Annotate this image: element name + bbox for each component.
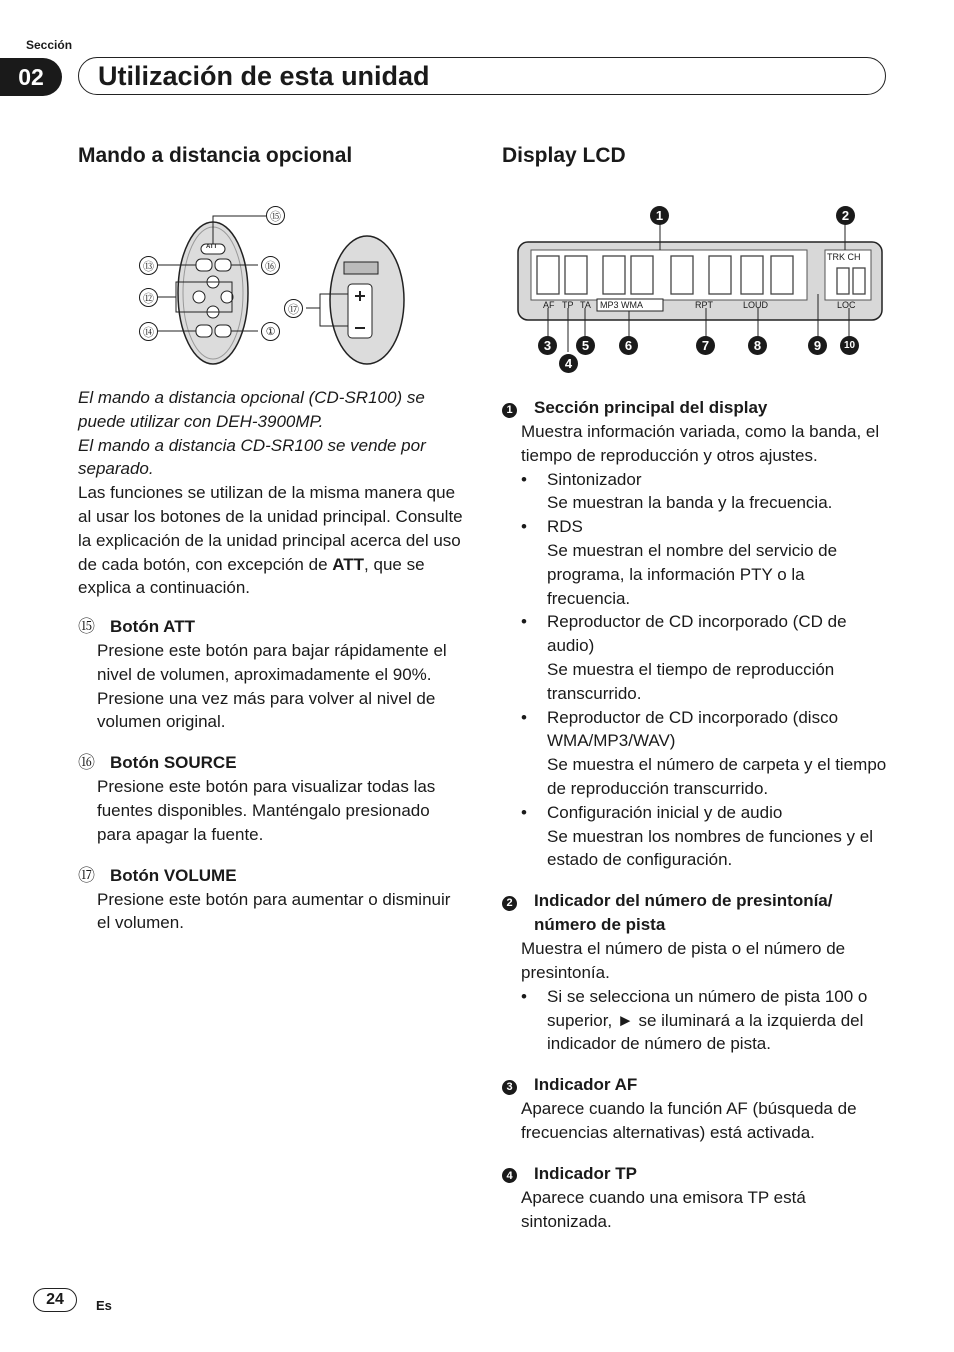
bullet-title: RDS [547,517,583,537]
bullet-dot: • [521,469,527,489]
item-heading [502,1162,890,1186]
remote-heading: Mando a distancia opcional [78,144,353,167]
lcd-items [502,396,890,1250]
lcd-illustration [515,204,885,376]
lcd-loud-label: LOUD [743,300,769,310]
lcd-item [502,1162,890,1234]
bullet-item [502,468,890,492]
callout-17: ⑰ [284,299,303,318]
lcd-mp3wma-label: MP3 WMA [600,300,644,310]
lcd-tp-label: TP [562,300,574,310]
lcd-callout-6: 6 [619,336,638,355]
remote-item [78,864,468,936]
item-heading [502,889,890,937]
item-title: Indicador del número de presintonía/ número de pista [534,891,833,935]
item-number [502,1073,534,1097]
bullet-dot: • [521,517,527,537]
bullet-title: Reproductor de CD incorporado (CD de audio) [547,612,847,656]
bullet-item [502,985,890,1056]
item-title: Botón SOURCE [110,753,237,773]
lcd-callout-10: 10 [840,336,859,355]
callout-13: ⑬ [139,256,158,275]
bullet-desc: Se muestran los nombres de funciones y el estado de configuración. [547,826,874,870]
remote-drawing [136,200,456,375]
remote-items [78,615,468,952]
lcd-trkch-label: TRK CH [827,252,861,262]
lcd-rpt-label: RPT [695,300,713,310]
lcd-loc-label: LOC [837,300,856,310]
lcd-callout-7: 7 [696,336,715,355]
lcd-ta-label: TA [580,300,591,310]
item-body: Presione este botón para visualizar todas las fuentes disponibles. Manténgalo presionado para apagar la fuente. [97,777,436,844]
intro-paragraph [78,481,468,600]
bullet-title: Configuración inicial y de audio [547,802,783,822]
item-body: Presione este botón para aumentar o disminuir el volumen. [97,889,451,933]
bullet-dot: • [521,986,527,1006]
item-body: Muestra información variada, como la banda, el tiempo de reproducción y otros ajustes. [521,422,880,465]
lcd-heading: Display LCD [502,144,626,167]
item-title: Sección principal del display [534,398,768,417]
page-title: Utilización de esta unidad [98,61,430,91]
remote-intro [78,386,468,600]
item-heading [502,1073,890,1097]
bullet-desc: Se muestran la banda y la frecuencia. [547,493,833,513]
callout-14: ⑭ [139,322,158,341]
item-heading [78,864,468,888]
remote-illustration [136,200,456,375]
bullet-title: Sintonizador [547,469,642,489]
item-number [502,889,534,937]
lcd-callout-2: 2 [836,206,855,225]
bullet-title: Si se selecciona un número de pista 100 o superior, ► se iluminará a la izquierda del indicador de número de pista. [547,986,868,1054]
item-number: ⑰ [78,865,95,885]
item-heading [502,396,890,420]
item-title: Botón VOLUME [110,865,237,885]
lcd-item [502,1073,890,1145]
lcd-callout-9: 9 [808,336,827,355]
intro-text-1: Las funciones se utilizan de la misma manera que al usar los botones de la unidad principal. Consulte la explicación de la unidad principal acerca del uso de cada botón, con excepción de [78,483,463,574]
item-body: Muestra el número de pista o el número de presintonía. [521,939,846,982]
item-title: Indicador AF [534,1075,638,1095]
item-body: Aparece cuando una emisora TP está sintonizada. [521,1187,806,1231]
bullet-desc: Se muestran el nombre del servicio de programa, la información PTY o la frecuencia. [547,540,838,608]
lcd-af-label: AF [543,300,555,310]
bullet-item [502,706,890,754]
intro-italic-1: El mando a distancia opcional (CD-SR100) se puede utilizar con DEH-3900MP. [78,388,425,431]
item-number [502,396,534,420]
lcd-callout-1: 1 [650,206,669,225]
item-number-badge: 1 [502,403,517,418]
remote-item [78,615,468,734]
lcd-callout-5: 5 [576,336,595,355]
item-number-badge: 2 [502,896,517,911]
item-heading [78,615,468,639]
item-heading [78,751,468,775]
item-title: Botón ATT [110,617,195,636]
lcd-callout-4: 4 [559,354,578,373]
item-title: Indicador TP [534,1163,637,1183]
lcd-item [502,889,890,1056]
item-number: ⑯ [78,753,95,773]
intro-text-2: , que se explica a continuación. [78,554,425,598]
bullet-dot: • [521,802,527,822]
item-number [502,1162,534,1186]
att-key-label: ATT [206,244,218,250]
bullet-item [502,801,890,825]
bullet-desc: Se muestra el tiempo de reproducción transcurrido. [547,659,835,703]
item-number-badge: 4 [502,1168,517,1183]
callout-12: ⑫ [139,288,158,307]
language-code: Es [96,1298,112,1313]
lcd-item [502,396,890,872]
item-number: ⑮ [78,617,95,636]
bullet-dot: • [521,612,527,632]
item-body: Aparece cuando la función AF (búsqueda de frecuencias alternativas) está activada. [521,1099,857,1142]
callout-1: ① [261,322,280,341]
bullet-dot: • [521,707,527,727]
page-number: 24 [33,1288,77,1312]
bullet-title: Reproductor de CD incorporado (disco WMA/MP3/WAV) [547,707,839,751]
bullet-item [502,610,890,658]
callout-16: ⑯ [261,256,280,275]
remote-item [78,751,468,846]
bullet-item [502,515,890,539]
item-body: Presione este botón para bajar rápidamente el nivel de volumen, aproximadamente el 90%. Presione una vez más para volver al nivel de volumen original. [97,641,447,732]
section-number-badge: 02 [0,58,62,96]
item-number-badge: 3 [502,1080,517,1095]
intro-italic-2: El mando a distancia CD-SR100 se vende por separado. [78,435,426,479]
bullet-desc: Se muestra el número de carpeta y el tiempo de reproducción transcurrido. [547,755,887,798]
callout-15: ⑮ [266,206,285,225]
lcd-callout-3: 3 [538,336,557,355]
intro-att-bold: ATT [332,554,365,574]
lcd-callout-8: 8 [748,336,767,355]
section-label: Sección [26,38,73,52]
